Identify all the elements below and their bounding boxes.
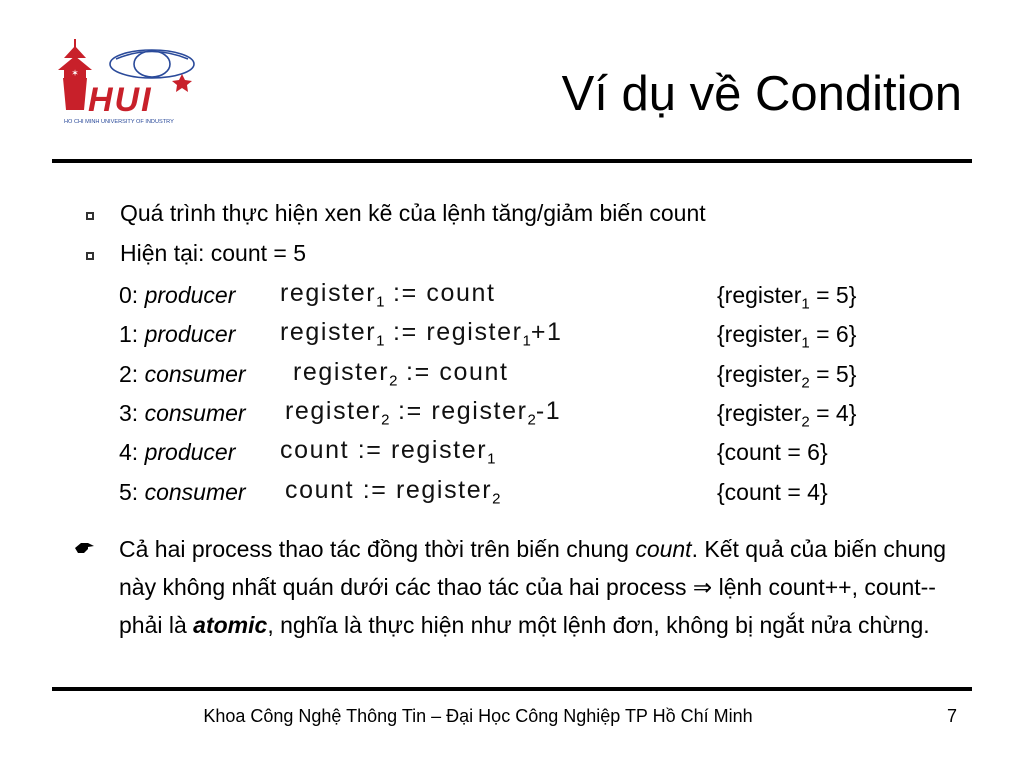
- hui-logo: [54, 34, 199, 130]
- square-bullet-icon: [86, 252, 94, 260]
- step-code: register$_1$ := register$_1$+1: [280, 318, 563, 350]
- slide-title: Ví dụ về Condition: [561, 67, 962, 121]
- star-icon: [172, 74, 192, 92]
- bullet-text: Hiện tại: count = 5: [120, 240, 307, 266]
- step-number: 2:: [119, 361, 139, 387]
- step-row: [119, 318, 563, 355]
- step-result: {register$_1$ = 5}: [717, 282, 857, 313]
- footer-divider: [52, 687, 972, 691]
- step-code: count := register$_2$: [285, 476, 501, 508]
- step-code: register$_2$ := count: [293, 358, 509, 390]
- page-number: 7: [947, 706, 958, 726]
- step-code: count := register$_1$: [280, 436, 496, 468]
- logo-subtitle: HO CHI MINH UNIVERSITY OF INDUSTRY: [64, 119, 174, 125]
- step-row: [119, 397, 562, 434]
- step-role: consumer: [144, 479, 246, 505]
- implies-arrow: ⇒: [692, 574, 713, 600]
- footer-text: Khoa Công Nghệ Thông Tin – Đại Học Công Nghiệp TP Hồ Chí Minh: [203, 706, 753, 726]
- step-number: 1:: [119, 321, 139, 347]
- bullet-text: Quá trình thực hiện xen kẽ của lệnh tăng/giảm biến count: [120, 200, 706, 226]
- step-row: [119, 279, 496, 316]
- step-row: [119, 436, 496, 473]
- logo-wordmark: HUI: [88, 81, 153, 119]
- step-code: register$_1$ := count: [280, 279, 496, 311]
- step-code: register$_2$ := register$_2$-1: [285, 397, 562, 429]
- step-role: consumer: [144, 361, 246, 387]
- square-bullet-icon: [86, 212, 94, 220]
- pointing-hand-bullet-icon: [74, 540, 96, 556]
- step-number: 5:: [119, 479, 139, 505]
- step-role: consumer: [144, 400, 246, 426]
- globe-icon: [110, 50, 194, 78]
- step-role: producer: [144, 439, 236, 465]
- atomic-keyword: atomic: [193, 612, 268, 638]
- step-result: {register$_2$ = 5}: [717, 361, 857, 392]
- step-number: 3:: [119, 400, 139, 426]
- step-number: 0:: [119, 282, 139, 308]
- step-row: [119, 476, 501, 513]
- step-result: {register$_1$ = 6}: [717, 321, 857, 352]
- step-role: producer: [144, 282, 236, 308]
- step-role: producer: [144, 321, 236, 347]
- title-divider: [52, 159, 972, 163]
- step-result: {count = 4}: [717, 479, 828, 505]
- step-row: [119, 358, 509, 395]
- svg-text:✶: ✶: [71, 68, 79, 78]
- step-result: {register$_2$ = 4}: [717, 400, 857, 431]
- step-number: 4:: [119, 439, 139, 465]
- explanation-paragraph: Cả hai process thao tác đồng thời trên biến chung count. Kết quả của biến chung này không nhất quán dưới các thao tác của hai process ⇒ lệnh count++, count-- phải là atomic, nghĩa là thực hiện như một lệnh đơn, không bị ngắt nửa chừng.: [119, 536, 947, 638]
- step-result: {count = 6}: [717, 439, 828, 465]
